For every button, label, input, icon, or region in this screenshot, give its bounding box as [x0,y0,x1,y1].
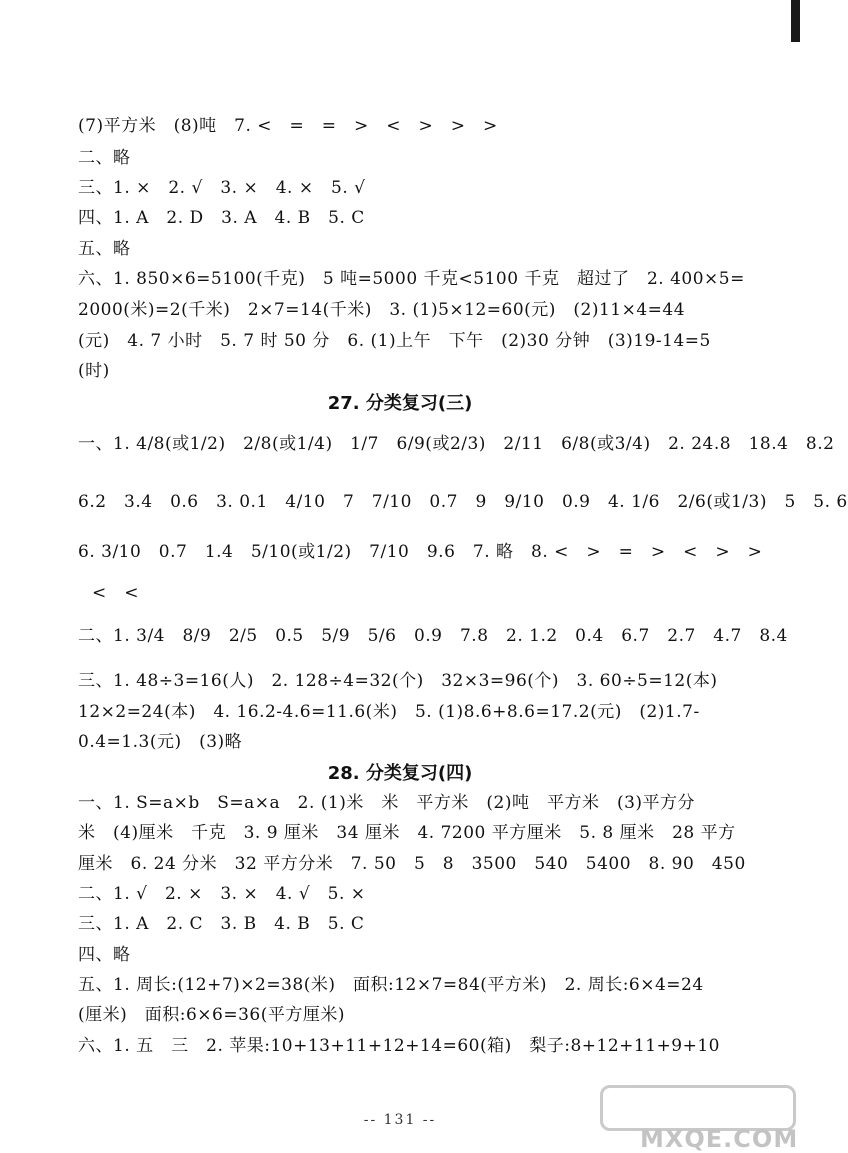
watermark-url: MXQE.COM [640,1125,799,1153]
answer-line: (7)平方米 (8)吨 7. < = = > < > > > [78,116,498,136]
answer-line: 五、略 [78,239,131,259]
answer-line: (时) [78,361,110,381]
answer-line: (元) 4. 7 小时 5. 7 时 50 分 6. (1)上午 下午 (2)30 分钟 (3)19-14=5 [78,331,711,351]
answer-line: 四、略 [78,945,131,965]
answer-line: 一、1. 4/8(或1/2) 2/8(或1/4) 1/7 6/9(或2/3) 2/11 6/8(或3/4) 2. 24.8 18.4 8.2 [78,434,835,454]
answer-line: 三、1. A 2. C 3. B 4. B 5. C [78,914,365,934]
scan-edge-mark [791,0,800,42]
answer-line: 一、1. S=a×b S=a×a 2. (1)米 米 平方米 (2)吨 平方米 (3)平方分 [78,793,696,813]
page-number: -- 131 -- [363,1112,437,1128]
answer-line: 五、1. 周长:(12+7)×2=38(米) 面积:12×7=84(平方米) 2. 周长:6×4=24 [78,975,704,995]
answer-line: 三、1. 48÷3=16(人) 2. 128÷4=32(个) 32×3=96(个) 3. 60÷5=12(本) [78,671,718,691]
answer-line: 二、略 [78,148,131,168]
answer-line: 二、1. √ 2. × 3. × 4. √ 5. × [78,884,366,904]
watermark-logo [600,1085,800,1153]
answer-line: 6. 3/10 0.7 1.4 5/10(或1/2) 7/10 9.6 7. 略 8. < > = > < > > [78,542,763,562]
answer-line: 米 (4)厘米 千克 3. 9 厘米 34 厘米 4. 7200 平方厘米 5. 8 厘米 28 平方 [78,823,736,843]
answer-line: 三、1. × 2. √ 3. × 4. × 5. √ [78,178,366,198]
answer-line: 四、1. A 2. D 3. A 4. B 5. C [78,208,365,228]
answer-line: 二、1. 3/4 8/9 2/5 0.5 5/9 5/6 0.9 7.8 2. 1.2 0.4 6.7 2.7 4.7 8.4 [78,626,788,646]
section-title-28: 28. 分类复习(四) [327,763,473,784]
answer-line: 0.4=1.3(元) (3)略 [78,732,243,752]
answer-line: (厘米) 面积:6×6=36(平方厘米) [78,1005,346,1025]
answer-line: 六、1. 五 三 2. 苹果:10+13+11+12+14=60(箱) 梨子:8+12+11+9+10 [78,1036,720,1056]
answer-line: 6.2 3.4 0.6 3. 0.1 4/10 7 7/10 0.7 9 9/10 0.9 4. 1/6 2/6(或1/3) 5 5. 6 [78,492,848,512]
answer-line: 12×2=24(本) 4. 16.2-4.6=11.6(米) 5. (1)8.6+8.6=17.2(元) (2)1.7- [78,702,700,722]
answer-line: 2000(米)=2(千米) 2×7=14(千米) 3. (1)5×12=60(元) (2)11×4=44 [78,300,686,320]
section-title-27: 27. 分类复习(三) [327,393,473,414]
answer-line: 六、1. 850×6=5100(千克) 5 吨=5000 千克<5100 千克 超过了 2. 400×5= [78,269,745,289]
answer-line: < < [92,583,139,603]
answer-line: 厘米 6. 24 分米 32 平方分米 7. 50 5 8 3500 540 5400 8. 90 450 [78,854,746,874]
